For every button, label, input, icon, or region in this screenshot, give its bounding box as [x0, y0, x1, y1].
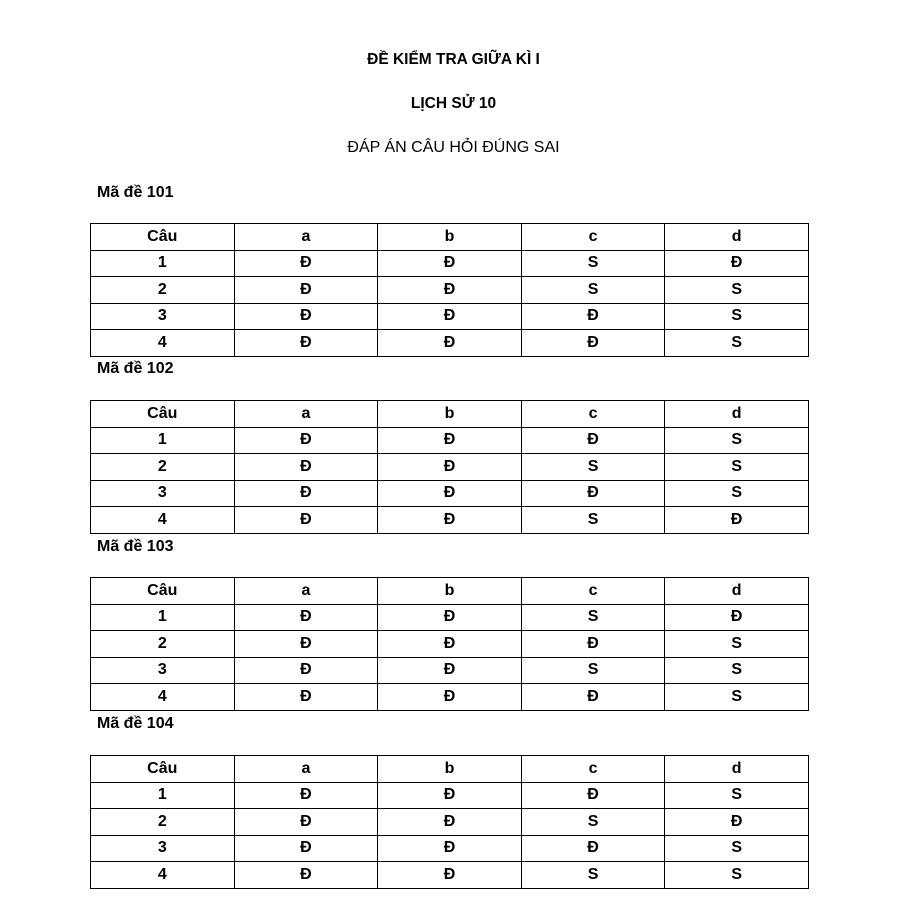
column-header: b	[378, 224, 522, 251]
answer-cell: Đ	[378, 809, 522, 836]
column-header: Câu	[91, 756, 235, 783]
answer-table-104	[90, 755, 809, 889]
answer-cell: S	[665, 330, 809, 357]
table-row	[91, 277, 809, 304]
answer-cell: Đ	[521, 303, 665, 330]
answer-cell: Đ	[234, 427, 378, 454]
answer-cell: S	[665, 657, 809, 684]
answer-cell: Đ	[234, 862, 378, 889]
answer-table-102	[90, 400, 809, 534]
column-header: a	[234, 756, 378, 783]
answer-cell: Đ	[378, 684, 522, 711]
answer-cell: Đ	[521, 330, 665, 357]
question-number-cell: 1	[91, 604, 235, 631]
table-row	[91, 684, 809, 711]
answer-cell: Đ	[234, 250, 378, 277]
exam-code-label-104: Mã đề 104	[97, 715, 174, 732]
column-header: c	[521, 578, 665, 605]
answer-cell: S	[521, 507, 665, 534]
answer-cell: Đ	[234, 507, 378, 534]
question-number-cell: 2	[91, 631, 235, 658]
answer-cell: Đ	[234, 657, 378, 684]
answer-cell: S	[665, 631, 809, 658]
table-row	[91, 480, 809, 507]
answer-cell: Đ	[378, 657, 522, 684]
answer-cell: Đ	[665, 809, 809, 836]
answer-cell: Đ	[378, 427, 522, 454]
column-header: a	[234, 224, 378, 251]
answer-cell: Đ	[521, 631, 665, 658]
table-row	[91, 427, 809, 454]
subject-title: LỊCH SỬ 10	[410, 95, 497, 112]
answer-cell: Đ	[521, 782, 665, 809]
answer-cell: S	[521, 454, 665, 481]
answer-cell: Đ	[234, 684, 378, 711]
table-row	[91, 604, 809, 631]
answer-cell: Đ	[234, 454, 378, 481]
answer-cell: Đ	[378, 480, 522, 507]
answer-cell: Đ	[378, 303, 522, 330]
answer-cell: Đ	[378, 250, 522, 277]
question-number-cell: 3	[91, 480, 235, 507]
answer-cell: Đ	[378, 604, 522, 631]
answer-cell: Đ	[234, 809, 378, 836]
answer-cell: S	[665, 427, 809, 454]
column-header: d	[665, 401, 809, 428]
answer-cell: Đ	[521, 480, 665, 507]
table-row	[91, 631, 809, 658]
answer-cell: S	[665, 480, 809, 507]
question-number-cell: 3	[91, 657, 235, 684]
question-number-cell: 4	[91, 507, 235, 534]
question-number-cell: 2	[91, 277, 235, 304]
question-number-cell: 2	[91, 454, 235, 481]
table-row	[91, 507, 809, 534]
column-header: d	[665, 756, 809, 783]
answer-cell: Đ	[665, 250, 809, 277]
answer-cell: S	[665, 303, 809, 330]
table-row	[91, 250, 809, 277]
answer-cell: Đ	[234, 303, 378, 330]
table-row	[91, 782, 809, 809]
answer-cell: Đ	[378, 507, 522, 534]
exam-code-label-103: Mã đề 103	[97, 538, 174, 555]
column-header: d	[665, 224, 809, 251]
answer-cell: Đ	[521, 684, 665, 711]
table-row	[91, 862, 809, 889]
answer-cell: S	[665, 835, 809, 862]
answer-cell: Đ	[234, 782, 378, 809]
answer-cell: S	[521, 657, 665, 684]
question-number-cell: 4	[91, 862, 235, 889]
question-number-cell: 1	[91, 782, 235, 809]
answer-cell: Đ	[521, 835, 665, 862]
answer-cell: Đ	[378, 835, 522, 862]
table-header-row	[91, 756, 809, 783]
column-header: Câu	[91, 224, 235, 251]
answer-cell: S	[665, 277, 809, 304]
answer-cell: Đ	[378, 631, 522, 658]
question-number-cell: 3	[91, 303, 235, 330]
answer-cell: Đ	[234, 330, 378, 357]
answer-cell: S	[665, 454, 809, 481]
table-header-row	[91, 401, 809, 428]
column-header: b	[378, 578, 522, 605]
table-row	[91, 454, 809, 481]
exam-code-label-101: Mã đề 101	[97, 184, 174, 201]
answer-cell: S	[665, 862, 809, 889]
table-row	[91, 809, 809, 836]
answer-cell: S	[521, 604, 665, 631]
column-header: c	[521, 224, 665, 251]
question-number-cell: 1	[91, 427, 235, 454]
table-header-row	[91, 578, 809, 605]
answer-cell: Đ	[234, 631, 378, 658]
table-row	[91, 303, 809, 330]
answer-cell: Đ	[378, 782, 522, 809]
column-header: c	[521, 756, 665, 783]
column-header: Câu	[91, 578, 235, 605]
answer-cell: Đ	[665, 507, 809, 534]
answer-cell: S	[521, 862, 665, 889]
answer-table-101	[90, 223, 809, 357]
column-header: a	[234, 401, 378, 428]
column-header: a	[234, 578, 378, 605]
question-number-cell: 1	[91, 250, 235, 277]
answer-cell: S	[665, 684, 809, 711]
question-number-cell: 2	[91, 809, 235, 836]
column-header: b	[378, 756, 522, 783]
answer-cell: Đ	[378, 330, 522, 357]
answer-cell: Đ	[521, 427, 665, 454]
column-header: d	[665, 578, 809, 605]
document-title: ĐỀ KIỂM TRA GIỮA KÌ I	[367, 51, 540, 68]
answer-cell: S	[665, 782, 809, 809]
answer-cell: Đ	[234, 277, 378, 304]
answer-cell: Đ	[234, 604, 378, 631]
answer-cell: Đ	[378, 277, 522, 304]
table-row	[91, 330, 809, 357]
answer-key-heading: ĐÁP ÁN CÂU HỎI ĐÚNG SAI	[347, 139, 560, 156]
column-header: c	[521, 401, 665, 428]
column-header: b	[378, 401, 522, 428]
table-row	[91, 835, 809, 862]
answer-cell: Đ	[234, 480, 378, 507]
answer-cell: Đ	[378, 862, 522, 889]
exam-code-label-102: Mã đề 102	[97, 360, 174, 377]
answer-cell: Đ	[665, 604, 809, 631]
answer-cell: S	[521, 277, 665, 304]
question-number-cell: 3	[91, 835, 235, 862]
question-number-cell: 4	[91, 330, 235, 357]
answer-cell: Đ	[234, 835, 378, 862]
table-row	[91, 657, 809, 684]
table-header-row	[91, 224, 809, 251]
answer-cell: S	[521, 250, 665, 277]
column-header: Câu	[91, 401, 235, 428]
answer-cell: Đ	[378, 454, 522, 481]
question-number-cell: 4	[91, 684, 235, 711]
answer-cell: S	[521, 809, 665, 836]
answer-table-103	[90, 577, 809, 711]
